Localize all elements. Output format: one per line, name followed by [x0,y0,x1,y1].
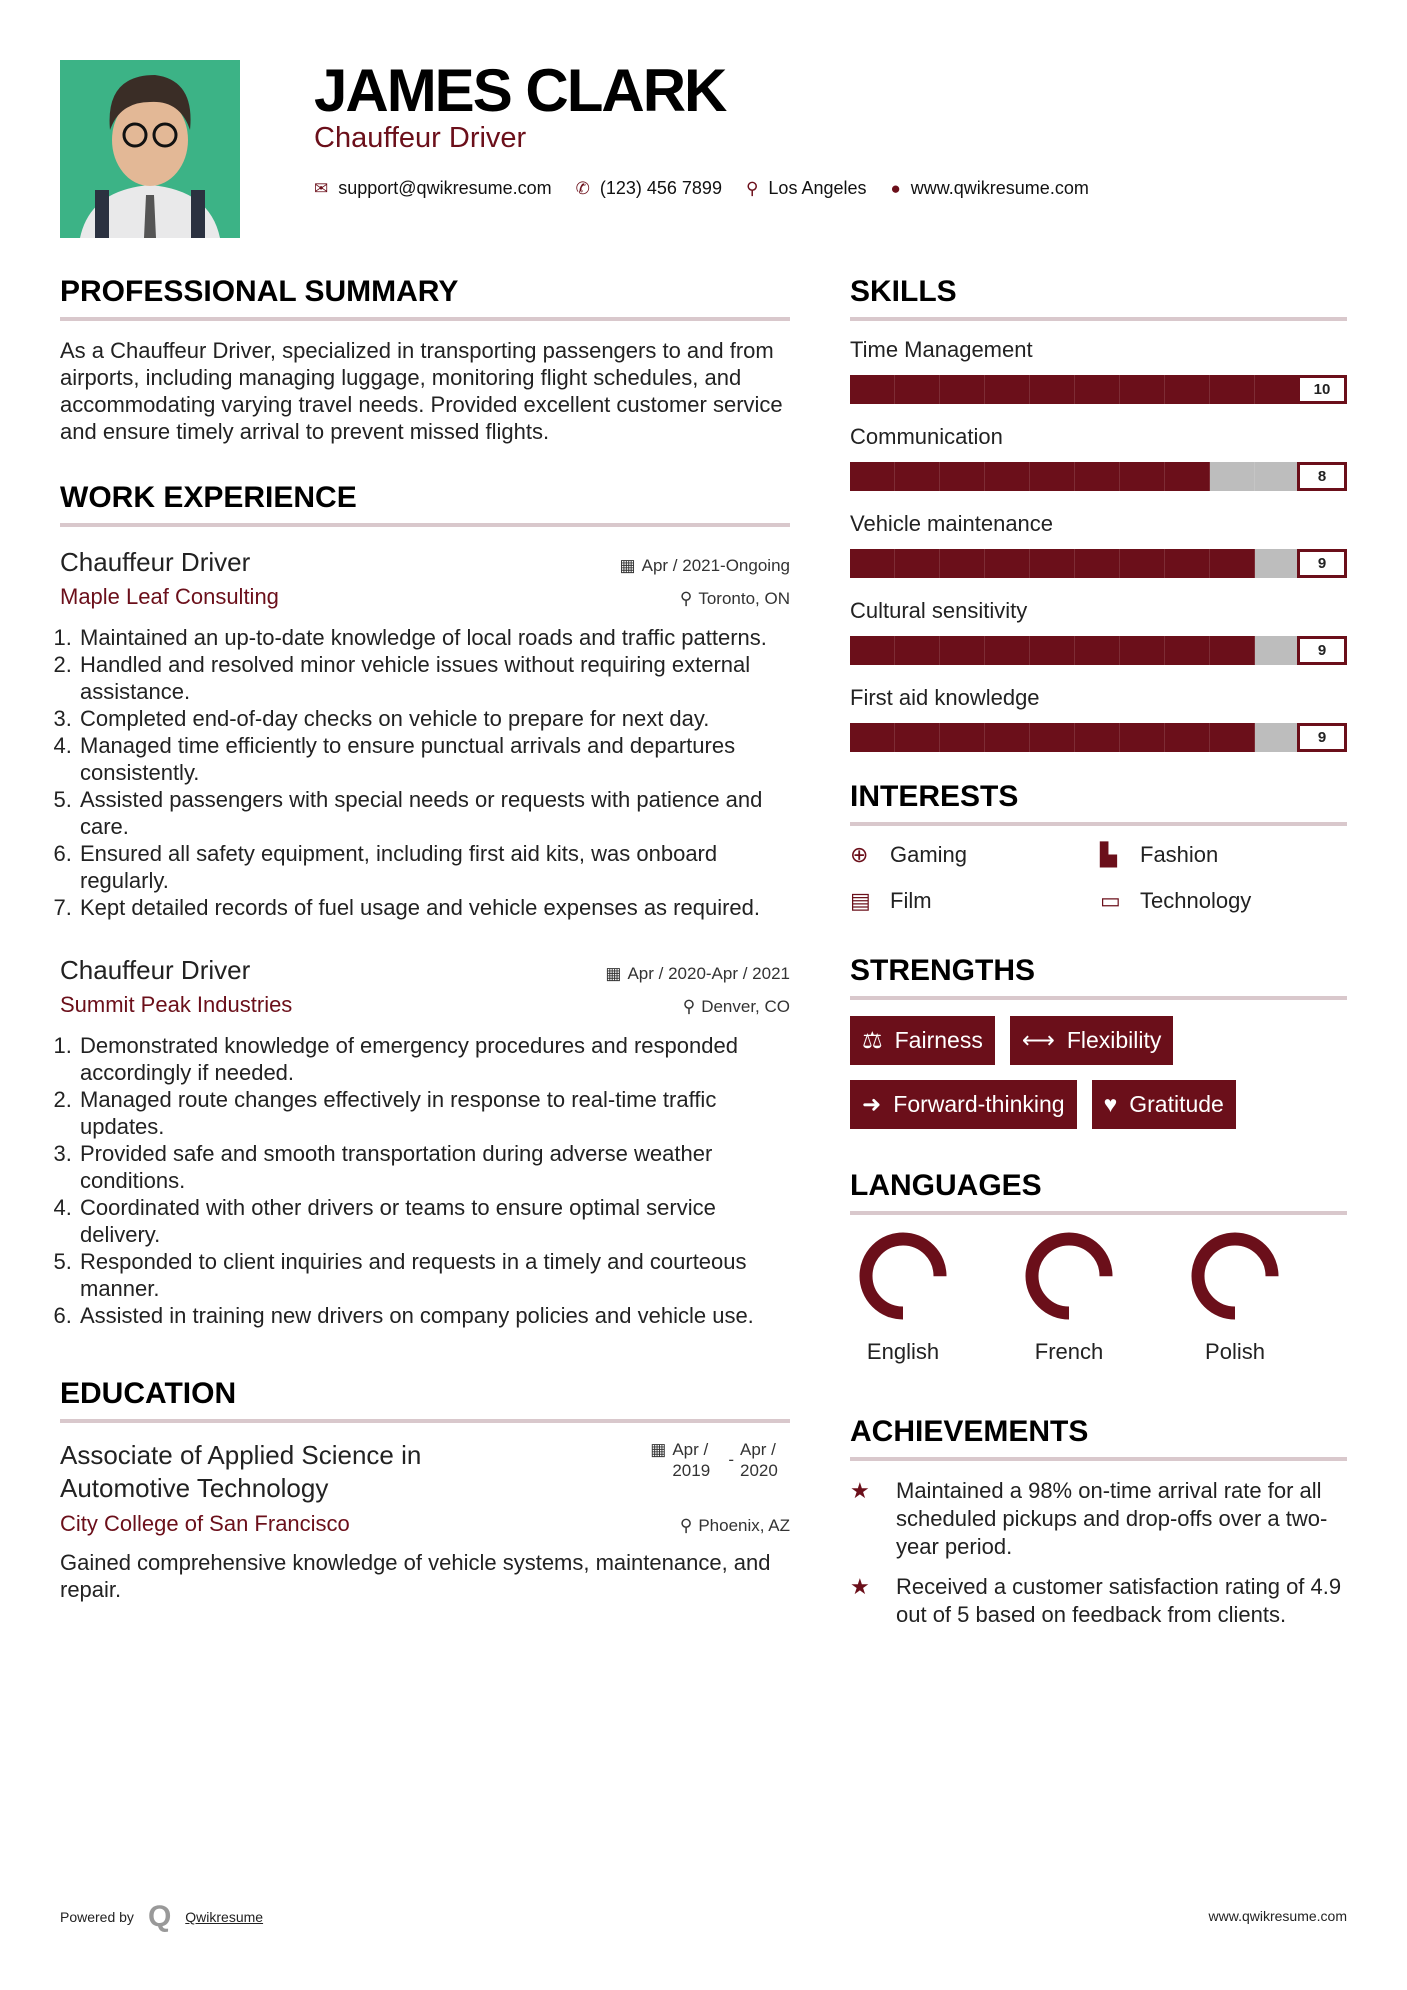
skill-bar-segment [1210,549,1255,578]
skills-section [850,275,1347,752]
skill-name: Time Management [850,337,1033,362]
skill-bar-segment [940,723,985,752]
skill-score: 9 [1297,549,1347,578]
skill-item [850,511,1347,578]
skill-bar-segment [1255,549,1300,578]
section-heading: SKILLS [850,275,1347,321]
skill-bar-segment [895,636,940,665]
list-item: 3. Completed end-of-day checks on vehicle to prepare for next day. [78,705,790,732]
job-dates [620,556,790,576]
footer-left [60,1900,263,1934]
pin-icon: ⚲ [679,1516,693,1535]
skill-bar [850,462,1347,491]
interest-label: Technology [1140,888,1252,913]
phone-text: (123) 456 7899 [599,178,722,198]
skill-item [850,337,1347,404]
summary-section [60,275,790,445]
section-heading: INTERESTS [850,780,1347,826]
arrows-horizontal-icon: ⟷ [1021,1027,1055,1053]
skill-bar-segment [850,636,895,665]
calendar-icon: ▦ [605,964,622,983]
list-item: 5. Responded to client inquiries and requests in a timely and courteous manner. [78,1248,790,1302]
shopping-bag-icon: ▙ [1100,842,1117,867]
skill-bar-segment [1255,723,1300,752]
start-date: Apr / 2019 [672,1440,711,1480]
left-column [60,275,790,1603]
section-heading: LANGUAGES [850,1169,1347,1215]
job-location [680,589,790,609]
strength-label: Gratitude [1129,1091,1224,1117]
language-item [858,1231,948,1365]
language-item [1024,1231,1114,1365]
skill-score: 9 [1297,636,1347,665]
skill-bar-segment [1255,636,1300,665]
candidate-name: JAMES CLARK [314,57,726,124]
education-dates [650,1439,790,1481]
location-text: Denver, CO [701,997,790,1016]
responsibilities-list [60,624,790,921]
language-level-ring [1190,1231,1280,1321]
skill-bar-segment [1075,723,1120,752]
language-name: French [1034,1339,1104,1364]
language-name: Polish [1205,1339,1265,1364]
summary-text: As a Chauffeur Driver, specialized in transporting passengers to and from airports, including managing luggage, monitoring flight schedules, and accommodating varying travel needs. Provided excellent customer service and ensure timely arrival to prevent missed flights. [60,338,783,444]
powered-by-label: Powered by [60,1909,134,1925]
skill-bar-segment [1165,375,1210,404]
skill-bar-segment [850,462,895,491]
list-item: 2. Handled and resolved minor vehicle issues without requiring external assistance. [78,651,790,705]
strengths-section [850,954,1347,1129]
skill-bar-segment [1120,375,1165,404]
right-column [850,275,1347,1641]
skill-name: Communication [850,424,1003,449]
skill-bar-segment [1030,723,1075,752]
skill-item [850,598,1347,665]
list-item: 4. Coordinated with other drivers or teams to ensure optimal service delivery. [78,1194,790,1248]
skill-name: First aid knowledge [850,685,1040,710]
skill-bar-segment [850,375,895,404]
footer-website[interactable]: www.qwikresume.com [1208,1908,1347,1924]
school-name: City College of San Francisco [60,1511,350,1536]
skill-item [850,424,1347,491]
star-icon: ★ [850,1478,870,1503]
skill-bar-segment [895,375,940,404]
phone-icon: ✆ [575,178,590,198]
section-heading: STRENGTHS [850,954,1347,1000]
job-title: Chauffeur Driver [60,955,251,985]
skill-bar-segment [985,375,1030,404]
list-item: 2. Managed route changes effectively in response to real-time traffic updates. [78,1086,790,1140]
interest-label: Film [890,888,932,913]
list-item: 5. Assisted passengers with special needs or requests with patience and care. [78,786,790,840]
strength-tag [850,1016,995,1065]
skill-bar-segment [985,636,1030,665]
skill-bar-segment [895,549,940,578]
interest-label: Fashion [1140,842,1219,867]
language-level-arc [1032,1239,1106,1313]
list-item: 6. Assisted in training new drivers on company policies and vehicle use. [78,1302,790,1329]
language-name: English [866,1339,940,1364]
interest-label: Gaming [890,842,968,867]
skill-bar-segment [850,549,895,578]
skill-bar-segment [1165,636,1210,665]
section-heading: EDUCATION [60,1377,790,1423]
skill-bar-segment [895,723,940,752]
skill-bar-segment [1165,723,1210,752]
skill-bar [850,549,1347,578]
calendar-icon: ▦ [650,1440,667,1459]
location-text: Toronto, ON [698,589,790,608]
language-item [1190,1231,1280,1365]
achievements-section [850,1415,1347,1629]
pin-icon: ⚲ [679,589,693,608]
skill-score: 10 [1297,375,1347,404]
language-level-ring [858,1231,948,1321]
job-title: Chauffeur Driver [60,547,251,577]
company-name: Maple Leaf Consulting [60,584,279,609]
skill-bar [850,375,1347,404]
skill-bar-segment [1255,462,1300,491]
list-item: 3. Provided safe and smooth transportation during adverse weather conditions. [78,1140,790,1194]
achievement-text: Maintained a 98% on-time arrival rate for all scheduled pickups and drop-offs over a two-year period. [896,1478,1328,1559]
interest-item [850,888,1100,914]
skill-bar-segment [1075,462,1120,491]
location-text: Los Angeles [768,178,867,198]
language-level-arc [866,1239,940,1313]
list-item: 1. Maintained an up-to-date knowledge of local roads and traffic patterns. [78,624,790,651]
skill-bar-segment [1210,636,1255,665]
skill-bar-segment [1165,462,1210,491]
candidate-title: Chauffeur Driver [314,122,527,154]
contact-bar [314,178,1089,199]
skill-score: 8 [1297,462,1347,491]
skill-bar-segment [1120,549,1165,578]
skill-bar-segment [985,549,1030,578]
skill-bar-segment [1255,375,1300,404]
skill-item [850,685,1347,752]
dates-text: Apr / 2021-Ongoing [641,556,790,575]
skill-bar-segment [940,549,985,578]
strength-tag [1010,1016,1174,1065]
education-location [680,1516,790,1536]
skill-bar-segment [1120,636,1165,665]
skill-bar-segment [985,723,1030,752]
list-item: 6. Ensured all safety equipment, including first aid kits, was onboard regularly. [78,840,790,894]
education-section [60,1377,790,1603]
skill-bar-segment [1165,549,1210,578]
qwikresume-logo-icon: Q [147,1900,172,1933]
profile-photo [60,60,240,238]
interest-item [850,842,1100,868]
end-date: Apr / 2020 [740,1440,778,1480]
strength-label: Flexibility [1066,1027,1162,1053]
job-dates [605,964,790,984]
job-location [683,997,790,1017]
skill-bar-segment [1120,462,1165,491]
skill-bar-segment [1030,549,1075,578]
skill-bar-segment [1030,636,1075,665]
list-item: 7. Kept detailed records of fuel usage and vehicle expenses as required. [78,894,790,921]
responsibilities-list [60,1032,790,1329]
dates-text: Apr / 2020-Apr / 2021 [627,964,790,983]
language-level-arc [1198,1239,1272,1313]
skill-bar-segment [940,636,985,665]
brand-link[interactable]: Qwikresume [185,1909,264,1925]
skill-bar-segment [1030,375,1075,404]
skill-bar-segment [940,462,985,491]
email-link[interactable]: support@qwikresume.com [338,178,552,198]
interest-item [1100,888,1347,914]
film-icon: ▤ [850,888,871,913]
job-entry [60,547,790,921]
achievement-text: Received a customer satisfaction rating of 4.9 out of 5 based on feedback from clients. [896,1574,1342,1627]
strength-label: Forward-thinking [893,1091,1065,1117]
skill-score: 9 [1297,723,1347,752]
skill-bar [850,723,1347,752]
website-link[interactable]: www.qwikresume.com [910,178,1089,198]
skill-bar-segment [1210,462,1255,491]
section-heading: PROFESSIONAL SUMMARY [60,275,790,321]
achievement-item [850,1477,1347,1561]
skill-bar-segment [850,723,895,752]
map-pin-icon: ⚲ [745,178,759,198]
achievement-item [850,1573,1347,1629]
skill-bar-segment [895,462,940,491]
skill-name: Vehicle maintenance [850,511,1054,536]
balance-scale-icon: ⚖ [862,1027,883,1053]
skill-bar-segment [940,375,985,404]
skill-bar [850,636,1347,665]
education-description: Gained comprehensive knowledge of vehicle systems, maintenance, and repair. [60,1550,771,1602]
languages-section [850,1169,1347,1365]
strength-label: Fairness [894,1027,983,1053]
laptop-icon: ▭ [1100,888,1121,913]
skill-bar-segment [1030,462,1075,491]
section-heading: ACHIEVEMENTS [850,1415,1347,1461]
arrow-right-icon: ➜ [862,1091,882,1117]
section-heading: WORK EXPERIENCE [60,481,790,527]
gamepad-icon: ⊕ [850,842,869,867]
skill-bar-segment [1075,549,1120,578]
interests-section [850,780,1347,914]
language-level-ring [1024,1231,1114,1321]
skill-bar-segment [1075,636,1120,665]
star-icon: ★ [850,1574,870,1599]
job-entry [60,955,790,1329]
interest-item [1100,842,1347,868]
date-separator: - [728,1450,734,1469]
strength-tag [1092,1080,1236,1129]
calendar-icon: ▦ [619,556,636,575]
strength-tag [850,1080,1077,1129]
envelope-icon: ✉ [314,178,329,198]
degree-title: Associate of Applied Science in Automotive Technology [60,1440,422,1503]
skill-name: Cultural sensitivity [850,598,1028,623]
skill-bar-segment [1120,723,1165,752]
skill-bar-segment [1210,375,1255,404]
list-item: 4. Managed time efficiently to ensure punctual arrivals and departures consistently. [78,732,790,786]
work-section [60,481,790,1329]
list-item: 1. Demonstrated knowledge of emergency procedures and responded accordingly if needed. [78,1032,790,1086]
company-name: Summit Peak Industries [60,992,293,1017]
pin-icon: ⚲ [682,997,696,1016]
skill-bar-segment [1210,723,1255,752]
location-text: Phoenix, AZ [698,1516,790,1535]
heart-icon: ♥ [1103,1091,1118,1117]
skill-bar-segment [985,462,1030,491]
skill-bar-segment [1075,375,1120,404]
globe-icon: ● [890,178,901,198]
